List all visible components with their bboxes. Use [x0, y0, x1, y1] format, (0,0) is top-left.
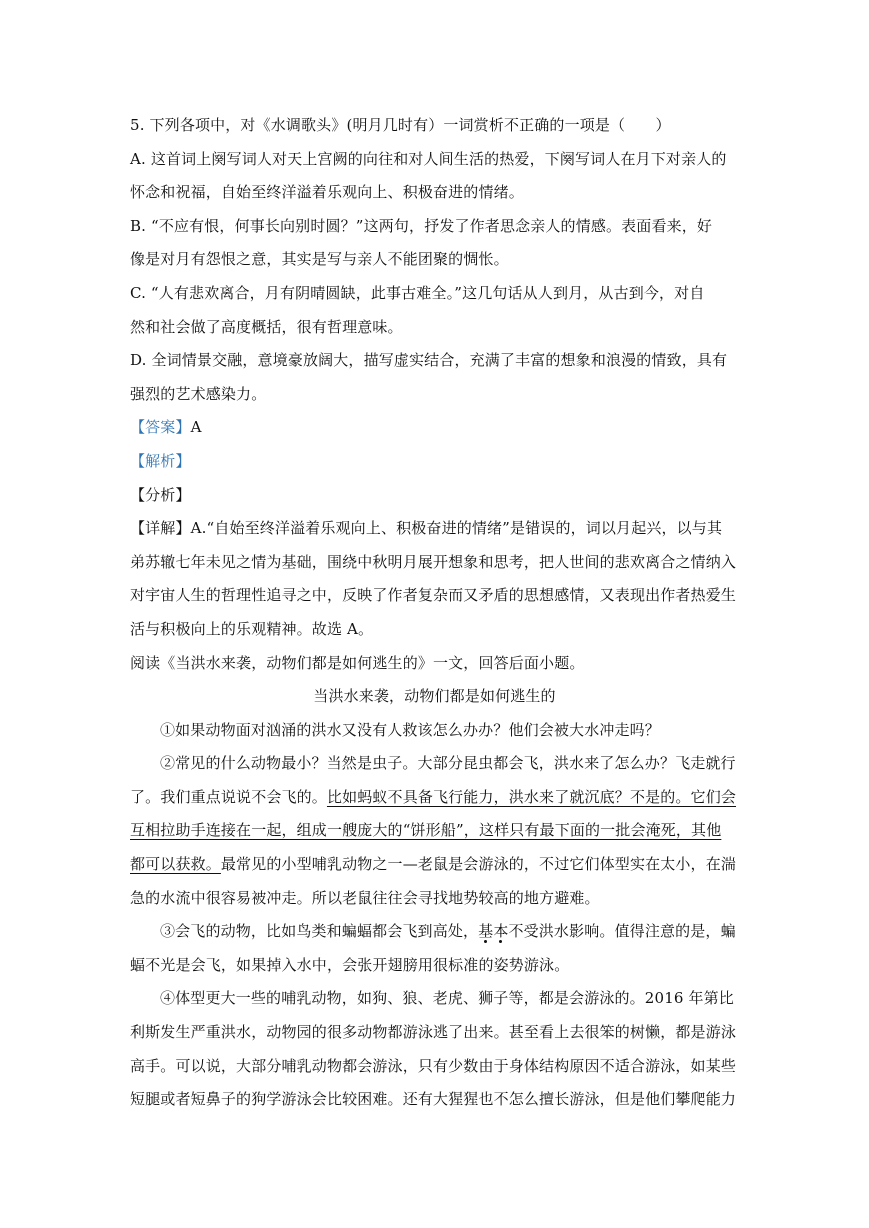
paragraph-2-line-4: [130, 848, 739, 882]
paragraph-3-line-1: [130, 915, 739, 949]
option-b-line-1: B. “不应有恨，何事长向别时圆？”这两句，抒发了作者思念亲人的情感。表面看来，好: [130, 216, 713, 235]
paragraph-1: ①如果动物面对汹涌的洪水又没有人救该怎么办办？他们会被大水冲走吗？: [160, 720, 660, 739]
detail-line-3: 对宇宙人生的哲理性追寻之中，反映了作者复杂而又矛盾的思想感情，又表现出作者热爱生: [130, 586, 737, 605]
option-c-line-1: C. “人有悲欢离合，月有阴晴圆缺，此事古难全。”这几句话从人到月，从古到今，对自: [130, 283, 705, 302]
p2-line-2-underlined: 比如蚂蚁不具备飞行能力，洪水来了就沉底？不是的。它们会: [326, 787, 737, 806]
paragraph-4-line-4: 短腿或者短鼻子的狗学游泳会比较困难。还有大猩猩也不怎么擅长游泳，但是他们攀爬能力: [130, 1090, 737, 1109]
option-a-line-2: 怀念和祝福，自始至终洋溢着乐观向上、积极奋进的情绪。: [130, 183, 524, 202]
answer-line: [130, 411, 739, 445]
p3-line-1-a: ③会飞的动物，比如鸟类和蝙蝠都会飞到高处，: [160, 922, 479, 941]
option-d-line-1: D. 全词情景交融，意境豪放阔大，描写虚实结合，充满了丰富的想象和浪漫的情致，具有: [130, 351, 728, 370]
p2-line-4-plain: 最常见的小型哺乳动物之一—老鼠是会游泳的，不过它们体型实在太小，在湍: [220, 855, 737, 874]
paragraph-4-line-1: ④体型更大一些的哺乳动物，如狗、狼、老虎、狮子等，都是会游泳的。2016 年第比: [160, 989, 734, 1008]
reading-intro: 阅读《当洪水来袭，动物们都是如何逃生的》一文，回答后面小题。: [130, 653, 585, 672]
fenxi-tag: 【分析】: [130, 485, 191, 504]
paragraph-2-line-5: 急的水流中很容易被冲走。所以老鼠往往会寻找地势较高的地方避难。: [130, 888, 600, 907]
article-title: 当洪水来袭，动物们都是如何逃生的: [313, 687, 556, 706]
paragraph-2-line-2: [130, 781, 739, 815]
paragraph-4-line-3: 高手。可以说，大部分哺乳动物都会游泳，只有少数由于身体结构原因不适合游泳，如某些: [130, 1056, 737, 1075]
p2-line-3-underlined: 互相拉助手连接在一起，组成一艘庞大的“饼形船”，这样只有最下面的一批会淹死，其他: [130, 821, 722, 840]
paragraph-3-line-2: 蝠不光是会飞，如果掉入水中，会张开翅膀用很标准的姿势游泳。: [130, 955, 570, 974]
detail-text-1: A.“自始至终洋溢着乐观向上、积极奋进的情绪”是错误的，词以月起兴，以与其: [190, 519, 723, 538]
detail-line-2: 弟苏辙七年未见之情为基础，围绕中秋明月展开想象和思考，把人世间的悲欢离合之情纳入: [130, 552, 737, 571]
answer-value: A: [190, 418, 202, 437]
detail-line-4: 活与积极向上的乐观精神。故选 A。: [130, 619, 374, 638]
option-b-line-2: 像是对月有怨恨之意，其实是写与亲人不能团聚的惆怅。: [130, 250, 509, 269]
analysis-tag: 【解析】: [130, 451, 191, 470]
option-c-line-2: 然和社会做了高度概括，很有哲理意味。: [130, 317, 403, 336]
detail-line-1: [130, 512, 739, 546]
answer-tag: 【答案】: [130, 418, 191, 437]
emphasis-char-1: 基: [478, 922, 494, 941]
option-d-line-2: 强烈的艺术感染力。: [130, 384, 267, 403]
detail-tag: 【详解】: [130, 519, 191, 538]
p2-line-2-plain: 了。我们重点说说不会飞的。: [130, 787, 327, 806]
paragraph-2-line-1: ②常见的什么动物最小？当然是虫子。大部分昆虫都会飞，洪水来了怎么办？飞走就行: [160, 754, 736, 773]
p3-line-1-d: 不受洪水影响。值得注意的是，蝙: [508, 922, 736, 941]
question-5-stem: 5. 下列各项中，对《水调歌头》(明月几时有）一词赏析不正确的一项是（ ）: [130, 116, 671, 134]
option-a-line-1: A. 这首词上阕写词人对天上宫阙的向往和对人间生活的热爱，下阕写词人在月下对亲人的: [130, 149, 727, 168]
paragraph-4-line-2: 利斯发生严重洪水，动物园的很多动物都游泳逃了出来。甚至看上去很笨的树懒，都是游泳: [130, 1023, 737, 1042]
emphasis-char-2: 本: [493, 922, 509, 941]
paragraph-2-line-3: [130, 814, 739, 848]
p2-line-4-underlined: 都可以获救。: [130, 855, 221, 874]
